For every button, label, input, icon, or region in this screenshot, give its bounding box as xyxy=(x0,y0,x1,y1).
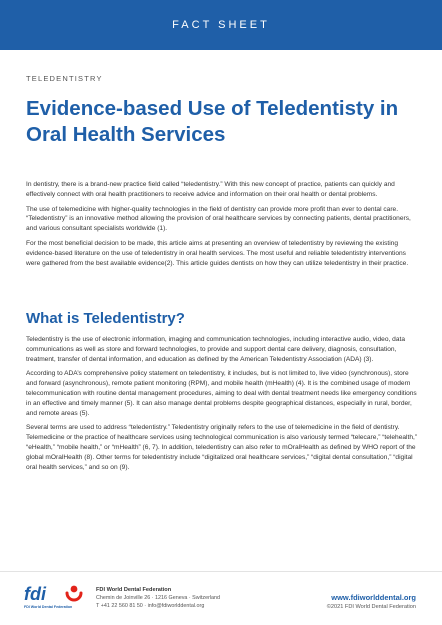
website-link[interactable]: www.fdiworlddental.org xyxy=(331,593,416,602)
logo-wordmark: fdi xyxy=(24,584,46,604)
org-address-block xyxy=(96,586,296,610)
org-name: FDI World Dental Federation xyxy=(96,587,172,593)
footer-right xyxy=(327,592,416,612)
intro-paragraph: The use of telemedicine with higher-quality technologies in the field of dentistry can provide more profit than ever to dental care. “Teledentistry” is an innovative method allowing the provision of oral healthcare services by connecting patients, dental practitioners, and various consultant specialists worldwide (1). xyxy=(26,205,411,233)
logo-subtitle: FDI World Dental Federation xyxy=(24,605,73,609)
fdi-logo xyxy=(24,584,86,614)
fdi-smile-logo-icon xyxy=(62,584,86,602)
section-heading: What is Teledentistry? xyxy=(26,310,185,327)
banner-label: FACT SHEET xyxy=(172,19,270,31)
section-paragraph: Several terms are used to address “teledentistry.” Teledentistry originally refers to the use of telemedicine in the field of dentistry. Telemedicine or the practice of healthcare services using technological communication is also variously termed “telecare,” “telehealth,” “eHealth,” “mobile health,” or “mHealth” (6, 7). In addition, teledentistry can also refer to mOralHealth as defined by WHO report of the global mOralHealth (8). Other terms for teledentistry include “digitalized oral healthcare services,” “digital dental consultation,” “digital oral health services,” and so on (9). xyxy=(26,424,418,471)
category-label: TELEDENTISTRY xyxy=(26,74,103,83)
fact-sheet-banner xyxy=(0,0,442,50)
org-contact: T +41 22 560 81 50 · info@fdiworlddental.org xyxy=(96,603,205,609)
footer-divider xyxy=(0,571,442,572)
intro-section xyxy=(26,180,420,273)
intro-paragraph: For the most beneficial decision to be made, this article aims at presenting an overview of teledentistry by reviewing the existing evidence-based literature on the use of teledentistry in oral health services. The most useful and reliable teledentistry interventions were gathered from the best available evidence(2). This article guides dentists on how they can utilize teledentistry in their practice. xyxy=(26,239,409,267)
intro-paragraph: In dentistry, there is a brand-new practice field called “teledentistry.” With this new concept of practice, patients can quickly and effectively connect with oral health practitioners to receive advice and information on their oral health or dental problems. xyxy=(26,181,395,198)
section-paragraph: According to ADA’s comprehensive policy statement on teledentistry, it includes, but is not limited to, live video (synchronous), store and forward (asynchronous), remote patient monitoring (RPM), and mobile health (mHealth) (4). It is the combined usage of modern telecommunication with routine dental management procedures, aiming to deal with dental treatment needs like emergency conditions in an effective and timely manner (5). It can also manage dental problems despite geographical distances, especially in rural, border, and remote areas (5). xyxy=(26,370,417,417)
section-body xyxy=(26,335,420,477)
org-address: Chemin de Joinville 26 · 1216 Geneva · Switzerland xyxy=(96,595,221,601)
page-title: Evidence-based Use of Teledentisty in Oral Health Services xyxy=(26,97,399,146)
section-paragraph: Teledentistry is the use of electronic information, imaging and communication technologies, including interactive audio, video, data communications as well as store and forward technologies, to provide and support dental care delivery, diagnosis, consultation, treatment, transfer of dental information, and education as defined by the American Teledentistry Association (ADA) (3). xyxy=(26,336,405,363)
copyright: ©2021 FDI World Dental Federation xyxy=(326,604,416,610)
